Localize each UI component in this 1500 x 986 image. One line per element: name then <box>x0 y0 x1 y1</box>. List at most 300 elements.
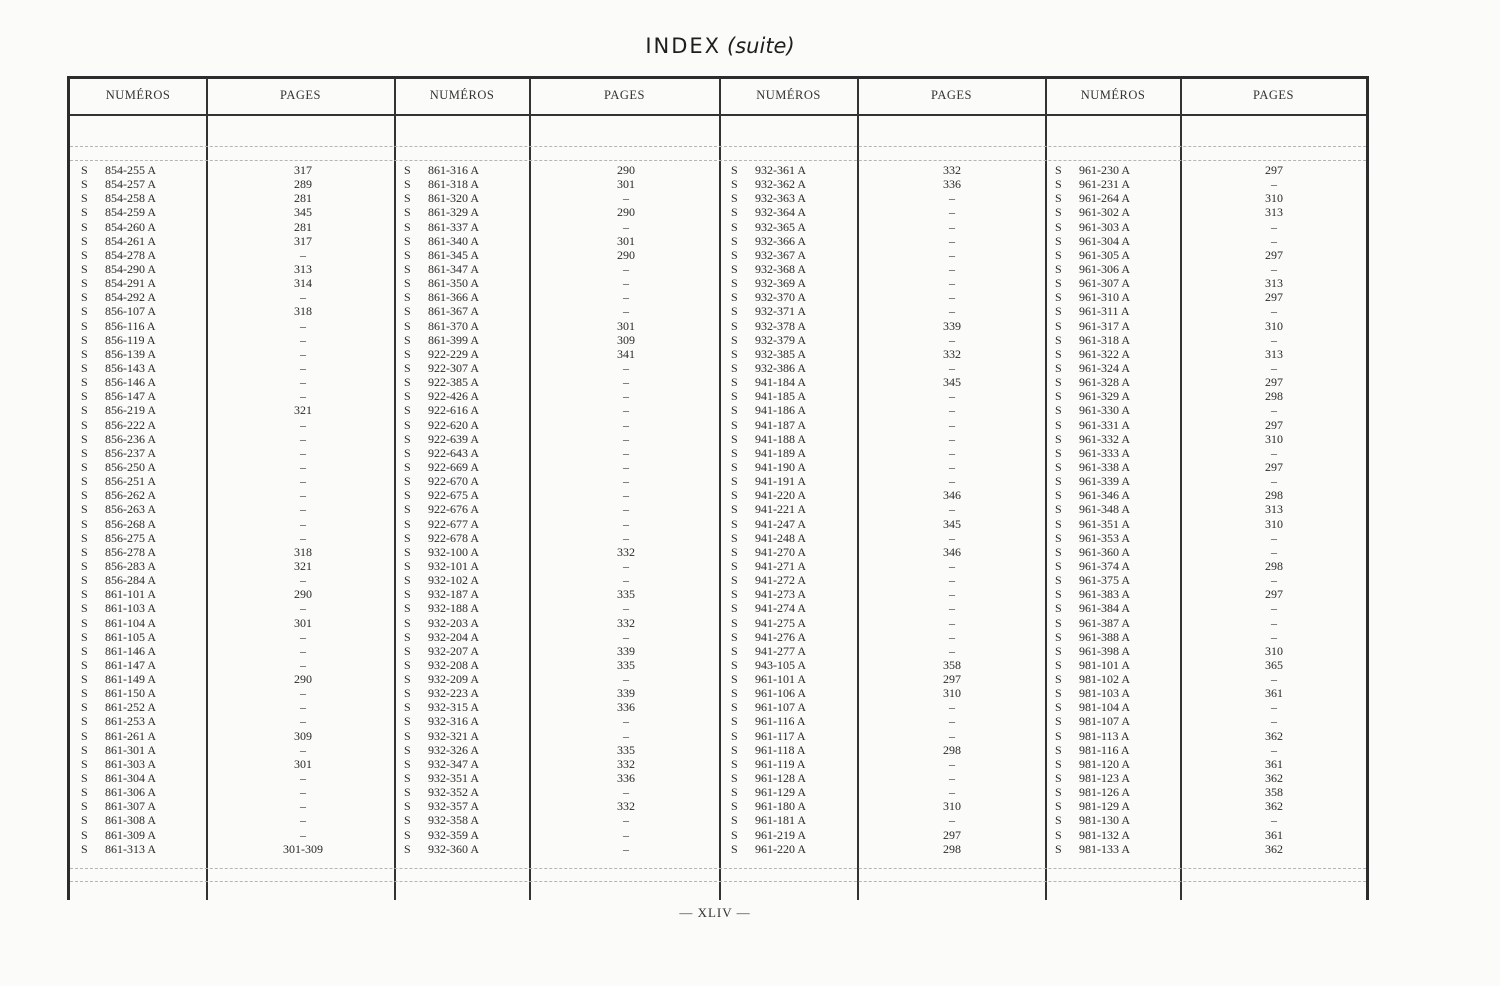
page-ref: – <box>949 431 955 446</box>
part-number: 941-275 A <box>755 615 806 630</box>
part-number: 932-378 A <box>755 318 806 333</box>
prefix-letter: S <box>81 841 88 856</box>
prefix-letter: S <box>81 601 88 616</box>
part-number: 861-308 A <box>105 813 156 828</box>
page-ref: – <box>1271 629 1277 644</box>
prefix-letter: S <box>404 742 411 757</box>
part-number: 961-230 A <box>1079 163 1130 177</box>
page-ref: – <box>1271 813 1277 828</box>
header-pages-3: PAGES <box>931 88 972 102</box>
part-number: 961-117 A <box>755 728 806 743</box>
page-ref: 341 <box>617 346 635 361</box>
part-number: 961-311 A <box>1079 304 1130 319</box>
prefix-letter: S <box>731 459 738 474</box>
page-ref: 365 <box>1265 657 1283 672</box>
part-number: 932-367 A <box>755 247 806 262</box>
part-number: 861-103 A <box>105 601 156 616</box>
column-divider <box>394 78 396 900</box>
prefix-letter: S <box>404 474 411 489</box>
page-ref: – <box>949 587 955 602</box>
part-number: 856-236 A <box>105 431 156 446</box>
prefix-letter: S <box>731 785 738 800</box>
page-ref: – <box>623 672 629 687</box>
part-number: 922-639 A <box>428 431 479 446</box>
page-ref: – <box>1271 742 1277 757</box>
prefix-letter: S <box>731 360 738 375</box>
page-ref: 361 <box>1265 686 1283 701</box>
page-ref: – <box>949 813 955 828</box>
page-ref: – <box>949 558 955 573</box>
prefix-letter: S <box>404 191 411 206</box>
page-ref: – <box>949 700 955 715</box>
page-ref: – <box>623 728 629 743</box>
page-ref: – <box>949 474 955 489</box>
page-ref: – <box>949 304 955 319</box>
page-ref: – <box>949 615 955 630</box>
page-ref: 318 <box>294 304 312 319</box>
part-number: 961-348 A <box>1079 502 1130 517</box>
prefix-letter: S <box>731 177 738 192</box>
prefix-letter: S <box>404 389 411 404</box>
prefix-letter: S <box>81 544 88 559</box>
page-ref: – <box>623 558 629 573</box>
page-ref: – <box>1271 474 1277 489</box>
prefix-letter: S <box>731 431 738 446</box>
prefix-letter: S <box>731 756 738 771</box>
page-ref: 332 <box>617 799 635 814</box>
header-numeros-1: NUMÉROS <box>105 88 171 102</box>
prefix-letter: S <box>1055 530 1062 545</box>
page-ref: 362 <box>1265 799 1283 814</box>
part-number: 932-360 A <box>428 841 479 856</box>
page-ref: – <box>949 276 955 291</box>
prefix-letter: S <box>404 360 411 375</box>
part-number: 932-101 A <box>428 558 479 573</box>
part-number: 961-374 A <box>1079 558 1130 573</box>
part-number: 961-119 A <box>755 756 806 771</box>
prefix-letter: S <box>404 205 411 220</box>
page-ref: – <box>300 375 306 390</box>
dashed-rule <box>70 146 1366 147</box>
prefix-letter: S <box>1055 827 1062 842</box>
part-number: 856-119 A <box>105 332 156 347</box>
page-ref: 362 <box>1265 771 1283 786</box>
page-ref: – <box>300 629 306 644</box>
part-number: 932-371 A <box>755 304 806 319</box>
part-number: 861-304 A <box>105 771 156 786</box>
prefix-letter: S <box>731 445 738 460</box>
page-ref: – <box>949 601 955 616</box>
prefix-letter: S <box>1055 742 1062 757</box>
prefix-letter: S <box>81 643 88 658</box>
part-number: 861-146 A <box>105 643 156 658</box>
part-number: 861-367 A <box>428 304 479 319</box>
part-number: 922-678 A <box>428 530 479 545</box>
part-number: 861-316 A <box>428 163 479 177</box>
page-ref: 309 <box>617 332 635 347</box>
page-ref: 318 <box>294 544 312 559</box>
prefix-letter: S <box>404 813 411 828</box>
page-ref: 301 <box>617 318 635 333</box>
column-divider <box>1045 78 1047 900</box>
prefix-letter: S <box>1055 276 1062 291</box>
prefix-letter: S <box>81 417 88 432</box>
page-ref: – <box>300 799 306 814</box>
page-ref: – <box>300 502 306 517</box>
prefix-letter: S <box>81 700 88 715</box>
page-ref: – <box>300 643 306 658</box>
title-suffix: (suite) <box>727 34 795 58</box>
page-ref: 346 <box>943 488 961 503</box>
part-number: 941-188 A <box>755 431 806 446</box>
part-number: 943-105 A <box>755 657 806 672</box>
part-number: 941-277 A <box>755 643 806 658</box>
prefix-letter: S <box>404 261 411 276</box>
prefix-letter: S <box>1055 573 1062 588</box>
prefix-letter: S <box>731 728 738 743</box>
prefix-letter: S <box>1055 587 1062 602</box>
part-number: 932-100 A <box>428 544 479 559</box>
prefix-letter: S <box>404 375 411 390</box>
prefix-letter: S <box>404 516 411 531</box>
header-numeros-2: NUMÉROS <box>429 88 495 102</box>
page-ref: – <box>1271 573 1277 588</box>
page-ref: – <box>300 530 306 545</box>
page-ref: – <box>300 360 306 375</box>
prefix-letter: S <box>81 431 88 446</box>
page-ref: – <box>300 445 306 460</box>
prefix-letter: S <box>81 714 88 729</box>
part-number: 981-103 A <box>1079 686 1130 701</box>
part-number: 856-278 A <box>105 544 156 559</box>
page-ref: – <box>949 191 955 206</box>
page-ref: – <box>949 445 955 460</box>
page-ref: – <box>300 488 306 503</box>
prefix-letter: S <box>1055 615 1062 630</box>
page-ref: – <box>949 205 955 220</box>
part-number: 932-207 A <box>428 643 479 658</box>
prefix-letter: S <box>81 261 88 276</box>
prefix-letter: S <box>1055 544 1062 559</box>
prefix-letter: S <box>81 318 88 333</box>
prefix-letter: S <box>81 558 88 573</box>
prefix-letter: S <box>81 813 88 828</box>
part-number: 854-259 A <box>105 205 156 220</box>
prefix-letter: S <box>81 304 88 319</box>
page-ref: – <box>300 686 306 701</box>
page-ref: 335 <box>617 657 635 672</box>
prefix-letter: S <box>404 417 411 432</box>
part-number: 932-316 A <box>428 714 479 729</box>
part-number: 932-370 A <box>755 290 806 305</box>
part-number: 854-290 A <box>105 261 156 276</box>
part-number: 856-268 A <box>105 516 156 531</box>
part-number: 961-118 A <box>755 742 806 757</box>
part-number: 961-383 A <box>1079 587 1130 602</box>
page-ref: 332 <box>943 163 961 177</box>
page-ref: – <box>300 657 306 672</box>
prefix-letter: S <box>731 587 738 602</box>
part-number: 961-375 A <box>1079 573 1130 588</box>
part-number: 932-361 A <box>755 163 806 177</box>
prefix-letter: S <box>81 247 88 262</box>
prefix-letter: S <box>404 700 411 715</box>
part-number: 861-252 A <box>105 700 156 715</box>
prefix-letter: S <box>1055 389 1062 404</box>
part-number: 961-106 A <box>755 686 806 701</box>
prefix-letter: S <box>731 247 738 262</box>
page-ref: 345 <box>294 205 312 220</box>
part-number: 856-237 A <box>105 445 156 460</box>
prefix-letter: S <box>1055 177 1062 192</box>
prefix-letter: S <box>81 785 88 800</box>
part-number: 941-190 A <box>755 459 806 474</box>
page-ref: – <box>300 459 306 474</box>
page-ref: 317 <box>294 163 312 177</box>
part-number: 961-331 A <box>1079 417 1130 432</box>
prefix-letter: S <box>731 502 738 517</box>
page-ref: – <box>949 756 955 771</box>
page-ref: 339 <box>617 686 635 701</box>
part-number: 961-101 A <box>755 672 806 687</box>
prefix-letter: S <box>731 332 738 347</box>
part-number: 861-307 A <box>105 799 156 814</box>
page-number: — XLIV — <box>679 905 751 920</box>
part-number: 932-359 A <box>428 827 479 842</box>
prefix-letter: S <box>1055 841 1062 856</box>
prefix-letter: S <box>731 417 738 432</box>
page-ref: – <box>623 530 629 545</box>
prefix-letter: S <box>81 516 88 531</box>
prefix-letter: S <box>404 728 411 743</box>
part-number: 932-385 A <box>755 346 806 361</box>
page-ref: – <box>623 488 629 503</box>
prefix-letter: S <box>1055 714 1062 729</box>
prefix-letter: S <box>731 686 738 701</box>
part-number: 941-271 A <box>755 558 806 573</box>
prefix-letter: S <box>404 841 411 856</box>
prefix-letter: S <box>404 530 411 545</box>
page-ref: 297 <box>1265 587 1283 602</box>
part-number: 861-306 A <box>105 785 156 800</box>
prefix-letter: S <box>731 799 738 814</box>
part-number: 961-307 A <box>1079 276 1130 291</box>
part-number: 861-309 A <box>105 827 156 842</box>
part-number: 961-329 A <box>1079 389 1130 404</box>
part-number: 961-346 A <box>1079 488 1130 503</box>
page-ref: – <box>300 431 306 446</box>
prefix-letter: S <box>81 587 88 602</box>
prefix-letter: S <box>404 799 411 814</box>
part-number: 981-126 A <box>1079 785 1130 800</box>
part-number: 922-643 A <box>428 445 479 460</box>
page-ref: – <box>300 417 306 432</box>
part-number: 932-208 A <box>428 657 479 672</box>
part-number: 922-307 A <box>428 360 479 375</box>
prefix-letter: S <box>404 629 411 644</box>
part-number: 922-675 A <box>428 488 479 503</box>
dashed-rule <box>70 881 1366 882</box>
page-ref: – <box>1271 219 1277 234</box>
page-ref: – <box>949 403 955 418</box>
part-number: 981-113 A <box>1079 728 1130 743</box>
part-number: 932-357 A <box>428 799 479 814</box>
page-ref: – <box>949 502 955 517</box>
part-number: 961-303 A <box>1079 219 1130 234</box>
page-ref: – <box>623 601 629 616</box>
prefix-letter: S <box>1055 459 1062 474</box>
part-number: 961-318 A <box>1079 332 1130 347</box>
part-number: 856-222 A <box>105 417 156 432</box>
column-divider <box>857 78 859 900</box>
page-ref: 290 <box>294 587 312 602</box>
part-number: 922-670 A <box>428 474 479 489</box>
prefix-letter: S <box>81 205 88 220</box>
page-ref: 297 <box>1265 375 1283 390</box>
page-ref: – <box>1271 530 1277 545</box>
prefix-letter: S <box>1055 558 1062 573</box>
part-number: 961-310 A <box>1079 290 1130 305</box>
prefix-letter: S <box>731 672 738 687</box>
page-ref: – <box>300 601 306 616</box>
prefix-letter: S <box>81 360 88 375</box>
part-number: 932-362 A <box>755 177 806 192</box>
prefix-letter: S <box>404 219 411 234</box>
part-number: 932-326 A <box>428 742 479 757</box>
part-number: 961-317 A <box>1079 318 1130 333</box>
part-number: 961-351 A <box>1079 516 1130 531</box>
prefix-letter: S <box>731 403 738 418</box>
part-number: 854-261 A <box>105 233 156 248</box>
page-ref: 314 <box>294 276 312 291</box>
prefix-letter: S <box>404 346 411 361</box>
part-number: 961-220 A <box>755 841 806 856</box>
page-ref: 281 <box>294 191 312 206</box>
page-ref: – <box>623 459 629 474</box>
index-table-frame <box>67 76 1369 900</box>
page-ref: – <box>623 219 629 234</box>
part-number: 981-104 A <box>1079 700 1130 715</box>
prefix-letter: S <box>81 332 88 347</box>
prefix-letter: S <box>81 686 88 701</box>
part-number: 961-304 A <box>1079 233 1130 248</box>
page-ref: – <box>1271 233 1277 248</box>
page-ref: – <box>623 714 629 729</box>
prefix-letter: S <box>731 205 738 220</box>
page-ref: – <box>1271 177 1277 192</box>
part-number: 941-270 A <box>755 544 806 559</box>
part-number: 961-387 A <box>1079 615 1130 630</box>
page-ref: 362 <box>1265 728 1283 743</box>
page-ref: 297 <box>1265 247 1283 262</box>
part-number: 932-223 A <box>428 686 479 701</box>
prefix-letter: S <box>81 389 88 404</box>
prefix-letter: S <box>1055 785 1062 800</box>
prefix-letter: S <box>404 756 411 771</box>
prefix-letter: S <box>731 304 738 319</box>
prefix-letter: S <box>404 445 411 460</box>
page-title <box>0 34 1440 58</box>
part-number: 922-426 A <box>428 389 479 404</box>
prefix-letter: S <box>404 163 411 177</box>
prefix-letter: S <box>731 276 738 291</box>
page-ref: 298 <box>1265 389 1283 404</box>
page-ref: 297 <box>1265 417 1283 432</box>
page-ref: 362 <box>1265 841 1283 856</box>
part-number: 861-340 A <box>428 233 479 248</box>
part-number: 861-370 A <box>428 318 479 333</box>
prefix-letter: S <box>81 728 88 743</box>
prefix-letter: S <box>1055 474 1062 489</box>
part-number: 932-366 A <box>755 233 806 248</box>
prefix-letter: S <box>404 502 411 517</box>
page-ref: 345 <box>943 375 961 390</box>
page-ref: – <box>623 261 629 276</box>
page-ref: – <box>949 417 955 432</box>
page-ref: – <box>623 785 629 800</box>
page-ref: – <box>623 573 629 588</box>
prefix-letter: S <box>404 587 411 602</box>
page-ref: 289 <box>294 177 312 192</box>
page-ref: 313 <box>1265 276 1283 291</box>
part-number: 932-369 A <box>755 276 806 291</box>
prefix-letter: S <box>731 601 738 616</box>
part-number: 856-116 A <box>105 318 156 333</box>
page-ref: 310 <box>943 799 961 814</box>
part-number: 961-219 A <box>755 827 806 842</box>
part-number: 981-116 A <box>1079 742 1130 757</box>
prefix-letter: S <box>1055 445 1062 460</box>
part-number: 961-264 A <box>1079 191 1130 206</box>
prefix-letter: S <box>404 558 411 573</box>
part-number: 941-272 A <box>755 573 806 588</box>
prefix-letter: S <box>404 771 411 786</box>
prefix-letter: S <box>404 686 411 701</box>
part-number: 981-107 A <box>1079 714 1130 729</box>
part-number: 922-669 A <box>428 459 479 474</box>
prefix-letter: S <box>81 615 88 630</box>
part-number: 861-337 A <box>428 219 479 234</box>
page-ref: – <box>300 785 306 800</box>
header-pages-4: PAGES <box>1253 88 1294 102</box>
page-ref: 321 <box>294 403 312 418</box>
part-number: 932-365 A <box>755 219 806 234</box>
prefix-letter: S <box>404 643 411 658</box>
part-number: 861-105 A <box>105 629 156 644</box>
page-ref: 310 <box>1265 431 1283 446</box>
part-number: 961-328 A <box>1079 375 1130 390</box>
prefix-letter: S <box>1055 163 1062 177</box>
part-number: 861-366 A <box>428 290 479 305</box>
prefix-letter: S <box>81 474 88 489</box>
part-number: 981-129 A <box>1079 799 1130 814</box>
part-number: 854-292 A <box>105 290 156 305</box>
page-ref: 332 <box>943 346 961 361</box>
prefix-letter: S <box>1055 360 1062 375</box>
page-ref: – <box>1271 544 1277 559</box>
part-number: 861-150 A <box>105 686 156 701</box>
column-divider <box>1180 78 1182 900</box>
page-ref: – <box>949 219 955 234</box>
page-ref: – <box>949 233 955 248</box>
prefix-letter: S <box>404 657 411 672</box>
page-ref: 290 <box>617 247 635 262</box>
part-number: 932-347 A <box>428 756 479 771</box>
page-ref: – <box>300 346 306 361</box>
prefix-letter: S <box>81 629 88 644</box>
part-number: 856-219 A <box>105 403 156 418</box>
part-number: 932-352 A <box>428 785 479 800</box>
